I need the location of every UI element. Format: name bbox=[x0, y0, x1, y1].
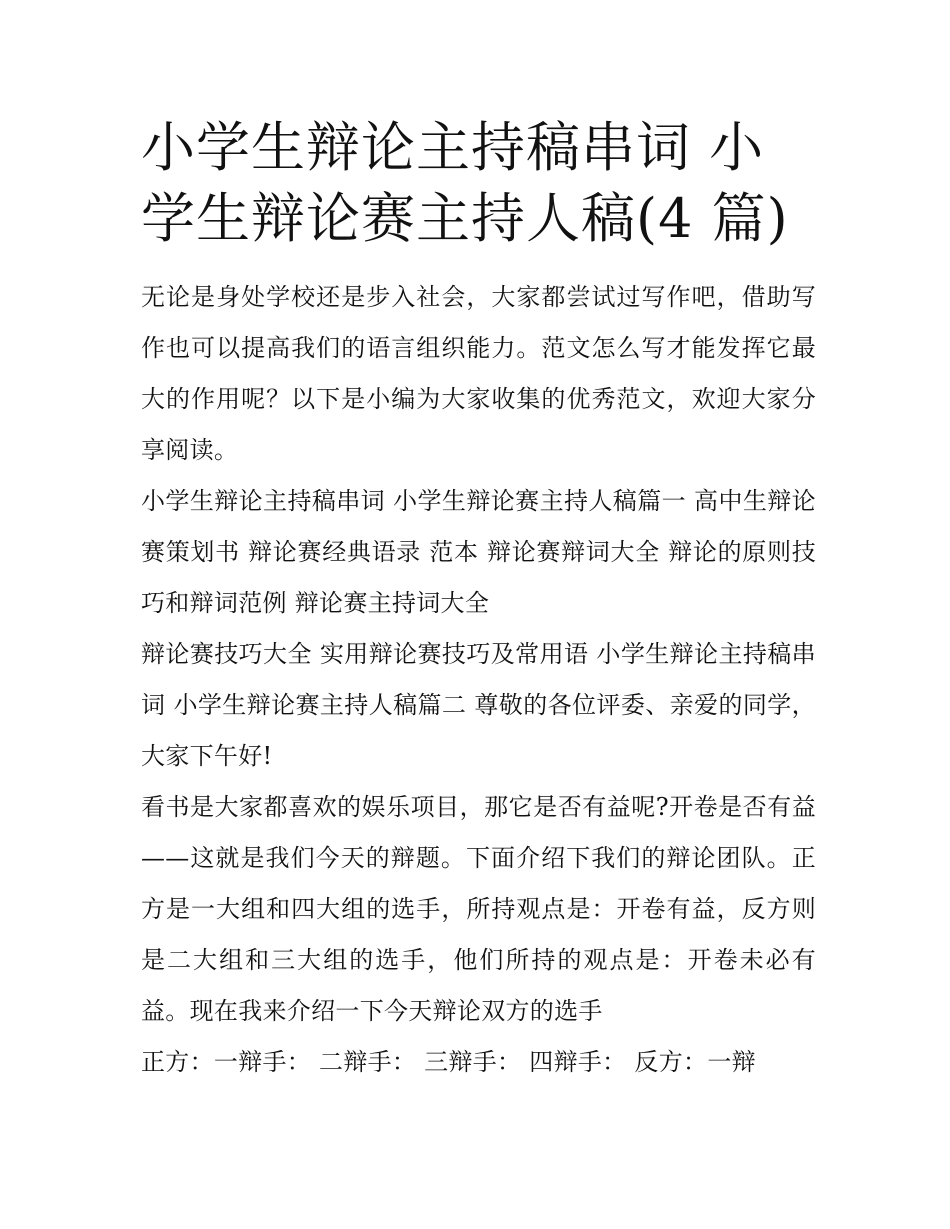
intro-paragraph: 无论是身处学校还是步入社会，大家都尝试过写作吧，借助写作也可以提高我们的语言组织能力。范文怎么写才能发挥它最大的作用呢？以下是小编为大家收集的优秀范文，欢迎大家分享阅读。 bbox=[141, 283, 816, 464]
paragraph-article-one-links: 小学生辩论主持稿串词 小学生辩论赛主持人稿篇一 高中生辩论赛策划书 辩论赛经典语录 范本 辩论赛辩词大全 辩论的原则技巧和辩词范例 辩论赛主持词大全 bbox=[141, 487, 816, 617]
paragraph-article-two-opening: 辩论赛技巧大全 实用辩论赛技巧及常用语 小学生辩论主持稿串词 小学生辩论赛主持人稿篇二 尊敬的各位评委、亲爱的同学， 大家下午好! bbox=[141, 640, 816, 770]
document-title: 小学生辩论主持稿串词 小学生辩论赛主持人稿(4 篇) bbox=[141, 116, 789, 250]
document-body bbox=[141, 112, 816, 1088]
paragraph-debate-topic: 看书是大家都喜欢的娱乐项目，那它是否有益呢?开卷是否有益——这就是我们今天的辩题。下面介绍下我们的辩论团队。正方是一大组和四大组的选手，所持观点是：开卷有益，反方则是二大组和三大组的选手，他们所持的观点是：开卷未必有益。现在我来介绍一下今天辩论双方的选手 bbox=[141, 793, 816, 1025]
paragraph-debater-list: 正方：一辩手： 二辩手： 三辩手： 四辩手： 反方：一辩 bbox=[141, 1048, 756, 1076]
